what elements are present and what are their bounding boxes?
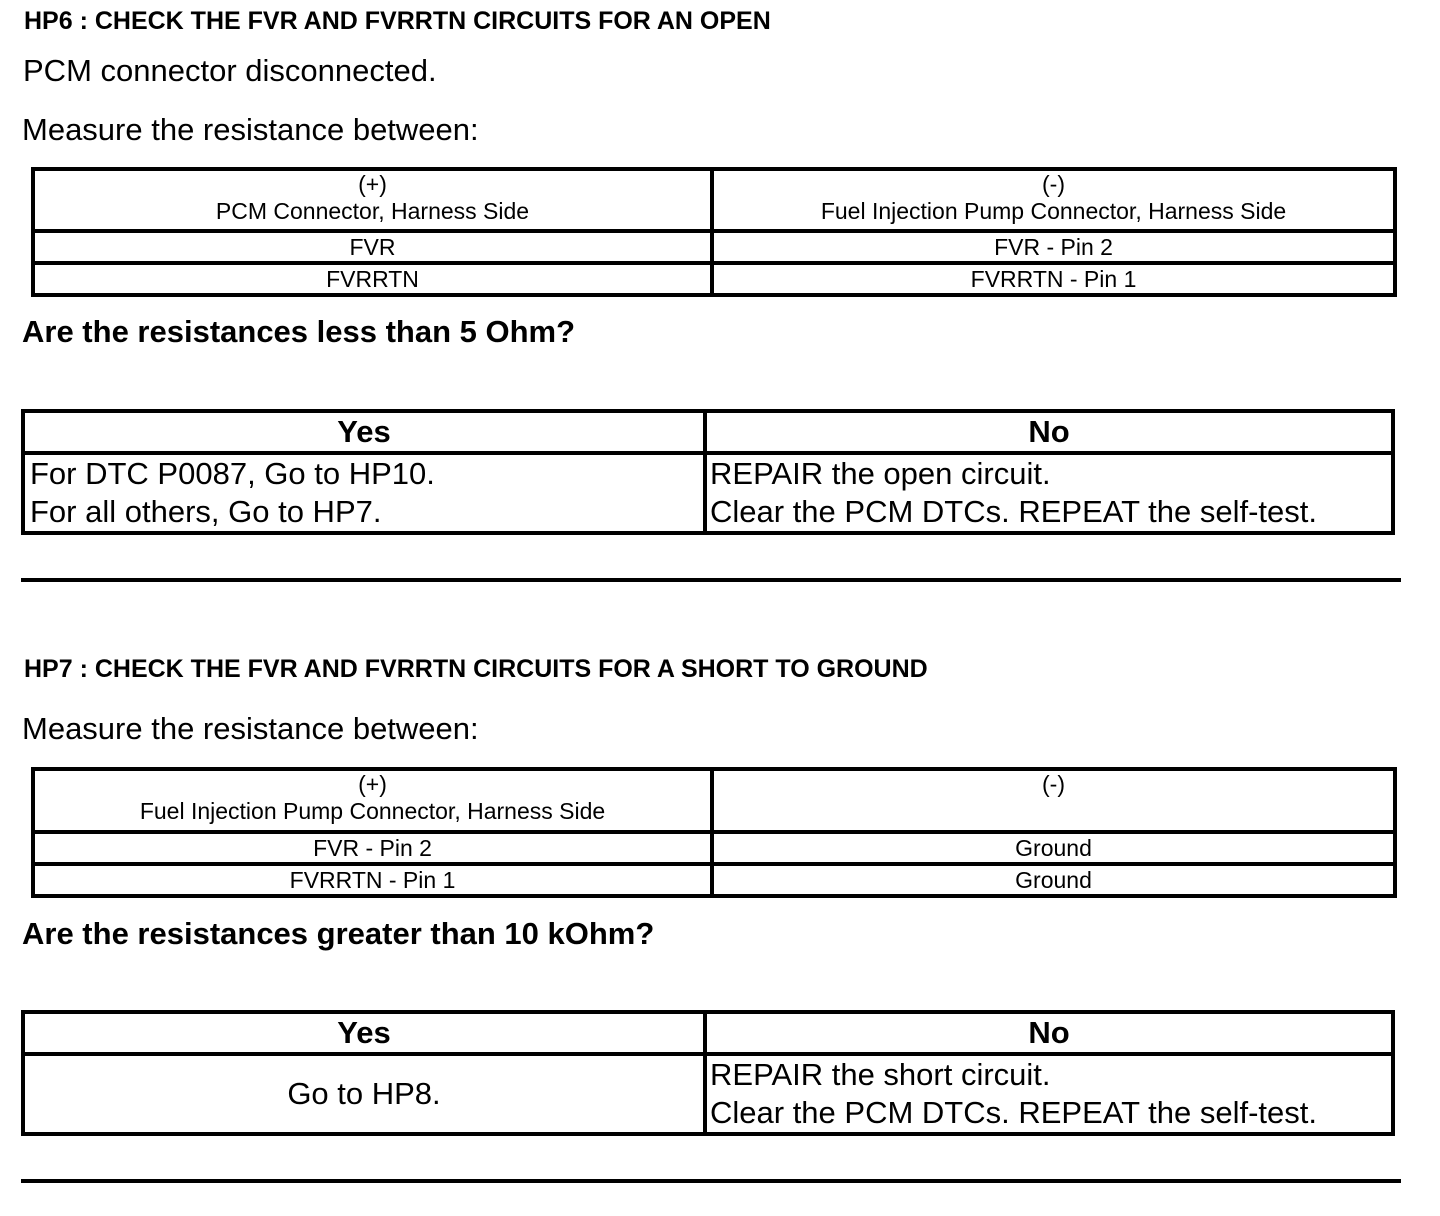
section-divider: [21, 578, 1401, 582]
hp7-instruction-text: Measure the resistance between:: [22, 711, 479, 746]
positive-label: PCM Connector, Harness Side: [215, 198, 530, 224]
hp6-measure-header-negative: [712, 169, 1395, 231]
yes-action-cell: Go to HP8.: [23, 1054, 705, 1134]
no-header: No: [705, 1012, 1393, 1054]
negative-sign: (-): [1042, 171, 1065, 197]
table-row: [33, 864, 1395, 896]
no-action-line: Clear the PCM DTCs. REPEAT the self-test.: [710, 1095, 1317, 1130]
hp7-result-header-row: [23, 1012, 1393, 1054]
hp6-title: HP6 : CHECK THE FVR AND FVRRTN CIRCUITS FOR AN OPEN: [24, 7, 771, 35]
no-action-line: Clear the PCM DTCs. REPEAT the self-test.: [710, 494, 1317, 529]
no-action-cell: [705, 1054, 1393, 1134]
positive-sign: (+): [358, 771, 387, 797]
yes-header: Yes: [23, 411, 705, 453]
yes-action-cell: [23, 453, 705, 533]
positive-label: Fuel Injection Pump Connector, Harness Side: [139, 798, 606, 824]
table-cell: FVRRTN: [33, 263, 712, 295]
hp6-instruction-text: Measure the resistance between:: [22, 112, 479, 147]
table-cell: FVRRTN - Pin 1: [33, 864, 712, 896]
hp6-measure-header-positive: [33, 169, 712, 231]
hp7-result-table: [21, 1010, 1395, 1136]
hp7-title: HP7 : CHECK THE FVR AND FVRRTN CIRCUITS FOR A SHORT TO GROUND: [24, 655, 928, 683]
table-cell: Ground: [712, 864, 1395, 896]
hp6-measure-header-row: [33, 169, 1395, 231]
hp7-measure-header-row: [33, 769, 1395, 832]
no-action-line: REPAIR the open circuit.: [710, 456, 1051, 491]
hp7-result-body-row: [23, 1054, 1393, 1134]
no-action-cell: [705, 453, 1393, 533]
table-cell: FVRRTN - Pin 1: [712, 263, 1395, 295]
hp7-measure-table: [31, 767, 1397, 898]
table-cell: Ground: [712, 832, 1395, 864]
hp6-condition-text: PCM connector disconnected.: [23, 53, 437, 88]
hp7-measure-header-negative: [712, 769, 1395, 832]
hp7-question: Are the resistances greater than 10 kOhm?: [22, 916, 655, 951]
negative-label: Fuel Injection Pump Connector, Harness Side: [820, 198, 1287, 224]
hp6-result-body-row: [23, 453, 1393, 533]
section-divider: [21, 1179, 1401, 1183]
yes-action-line: For DTC P0087, Go to HP10.: [30, 456, 435, 491]
hp7-measure-header-positive: [33, 769, 712, 832]
table-row: [33, 263, 1395, 295]
no-action-line: REPAIR the short circuit.: [710, 1057, 1051, 1092]
hp6-question: Are the resistances less than 5 Ohm?: [22, 314, 576, 349]
hp6-measure-table: [31, 167, 1397, 297]
table-cell: FVR - Pin 2: [33, 832, 712, 864]
table-cell: FVR - Pin 2: [712, 231, 1395, 263]
table-row: [33, 832, 1395, 864]
table-row: [33, 231, 1395, 263]
hp6-result-header-row: [23, 411, 1393, 453]
negative-sign: (-): [1042, 771, 1065, 797]
positive-sign: (+): [358, 171, 387, 197]
hp6-result-table: [21, 409, 1395, 535]
no-header: No: [705, 411, 1393, 453]
yes-action-line: For all others, Go to HP7.: [30, 494, 382, 529]
table-cell: FVR: [33, 231, 712, 263]
yes-header: Yes: [23, 1012, 705, 1054]
